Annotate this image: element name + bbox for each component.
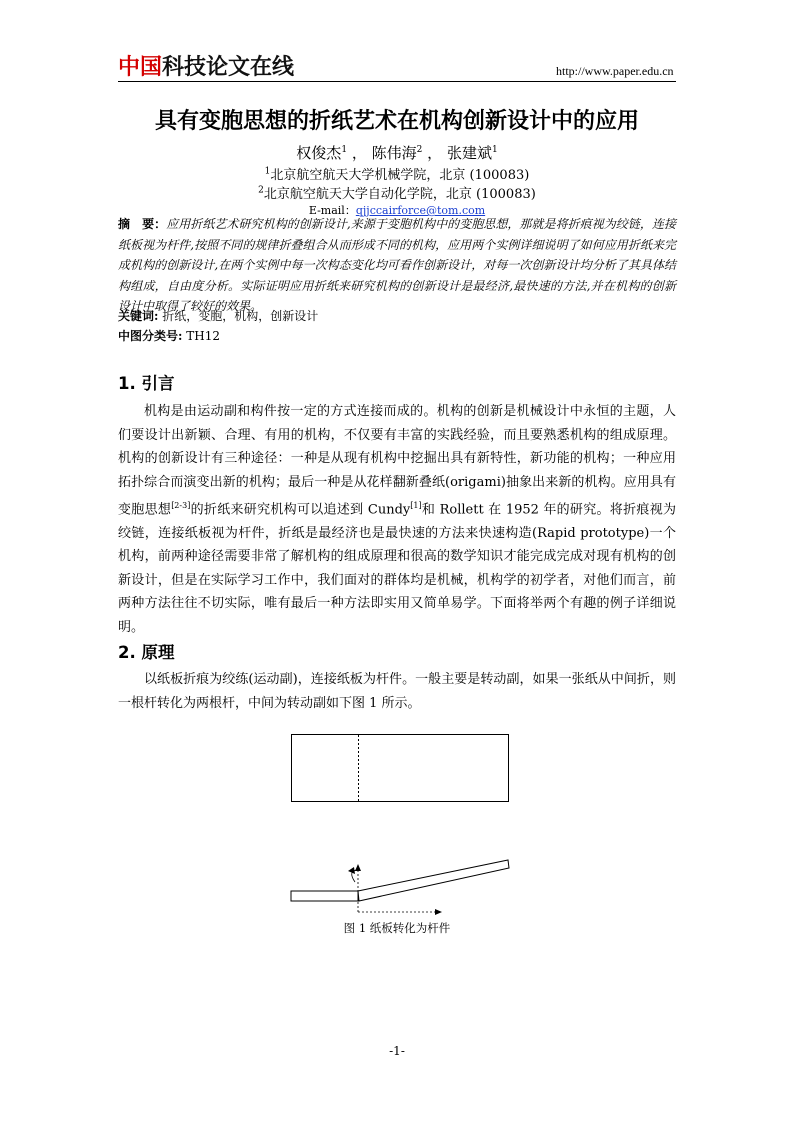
abstract-label: 摘 要： — [118, 217, 167, 231]
citation-2-3: [2-3] — [171, 501, 191, 510]
folded-links — [291, 860, 509, 915]
keywords-label: 关键词: — [118, 309, 159, 323]
header-rule — [118, 81, 676, 82]
section-1-heading: 1. 引言 — [118, 374, 175, 393]
author-separator: ， — [351, 144, 367, 162]
classification — [118, 326, 676, 347]
header-url[interactable]: http://www.paper.edu.cn — [556, 64, 674, 78]
author-1: 权俊杰 — [296, 144, 342, 162]
figure-1-caption: 图 1 纸板转化为杆件 — [343, 921, 451, 935]
paper-sheet — [292, 735, 509, 802]
section-1-text-c: 和 Rollett 在 1952 年的研究。将折痕视为绞链，连接纸板视为杆件，折纸是最经济也是最快速的方法来快速构造(Rapid prototype)一个机构，前两种途径需要非常了解机构的组成原理和很高的数学知识才能完成完成对现有机构的创新设计，但是在实际学习工作中，我们面对的群体均是机械，机构学的初学者，对他们而言，前两种方法往往不切实际，唯有最后一种方法即实用又简单易学。下面将举两个有趣的例子详细说明。 — [118, 502, 676, 635]
abstract-text: 应用折纸艺术研究机构的创新设计,来源于变胞机构中的变胞思想，那就是将折痕视为绞链，连接纸板视为杆件,按照不同的规律折叠组合从而形成不同的机构，应用两个实例详细说明了如何应用折纸来完成机构的创新设计,在两个实例中每一次构态变化均可看作创新设计，对每一次创新设计均分析了其具体结构组成，自由度分析。实际证明应用折纸来研究机构的创新设计是最经济,最快速的方法,并在机构的创新设计中取得了较好的效果。 — [118, 217, 676, 313]
section-1-paragraph — [118, 400, 676, 639]
affiliation-2-sup: 2 — [258, 185, 264, 196]
author-1-sup: 1 — [341, 145, 348, 155]
logo-red-text: 中国 — [118, 55, 163, 80]
author-3: 张建斌 — [446, 144, 492, 162]
section-1-text-b: 的折纸来研究机构可以追述到 Cundy — [190, 502, 411, 518]
author-separator: ， — [427, 144, 443, 162]
affiliation-1-text: 北京航空航天大学机械学院，北京 (100083) — [270, 168, 530, 183]
classification-text: TH12 — [186, 329, 221, 343]
section-1-text-a: 机构是由运动副和构件按一定的方式连接而成的。机构的创新是机械设计中永恒的主题，人们要设计出新颖、合理、有用的机构，不仅要有丰富的实践经验，而且要熟悉机构的组成原理。机构的创新设计有三种途径：一种是从现有机构中挖掘出具有新特性，新功能的机构；一种应用拓扑综合而演变出新的机构；最后一种是从花样翻新叠纸(origami)抽象出来新的机构。应用具有变胞思想 — [118, 404, 676, 518]
email-link[interactable]: qjjccairforce@tom.com — [355, 204, 486, 217]
affiliation-1-sup: 1 — [264, 166, 271, 177]
rotation-arrowhead — [348, 867, 355, 874]
author-line — [0, 142, 794, 163]
keywords — [118, 306, 676, 327]
author-2: 陈伟海 — [371, 144, 417, 162]
affiliation-2-text: 北京航空航天大学自动化学院，北京 (100083) — [263, 187, 536, 202]
citation-1: [1] — [410, 501, 422, 510]
logo-black-text: 科技论文在线 — [162, 55, 295, 80]
classification-label: 中图分类号: — [118, 329, 183, 343]
x-axis-arrowhead — [435, 909, 442, 915]
abstract — [118, 214, 676, 317]
author-2-sup: 2 — [416, 145, 423, 155]
sheet-outline — [292, 735, 509, 802]
email-label: E-mail： — [308, 204, 356, 217]
page-number: -1- — [389, 1044, 405, 1058]
section-2-heading: 2. 原理 — [118, 643, 175, 662]
figure-1 — [285, 730, 515, 920]
affiliation-2 — [0, 183, 794, 202]
site-logo — [118, 50, 294, 81]
link-right — [358, 860, 509, 901]
affiliation-1 — [0, 164, 794, 183]
author-3-sup: 1 — [491, 145, 498, 155]
paper-title: 具有变胞思想的折纸艺术在机构创新设计中的应用 — [154, 109, 639, 134]
section-2-paragraph: 以纸板折痕为绞练(运动副)，连接纸板为杆件。一般主要是转动副，如果一张纸从中间折，则一根杆转化为两根杆，中间为转动副如下图 1 所示。 — [118, 672, 676, 711]
keywords-text: 折纸，变胞，机构，创新设计 — [162, 309, 319, 323]
link-left — [291, 891, 358, 901]
